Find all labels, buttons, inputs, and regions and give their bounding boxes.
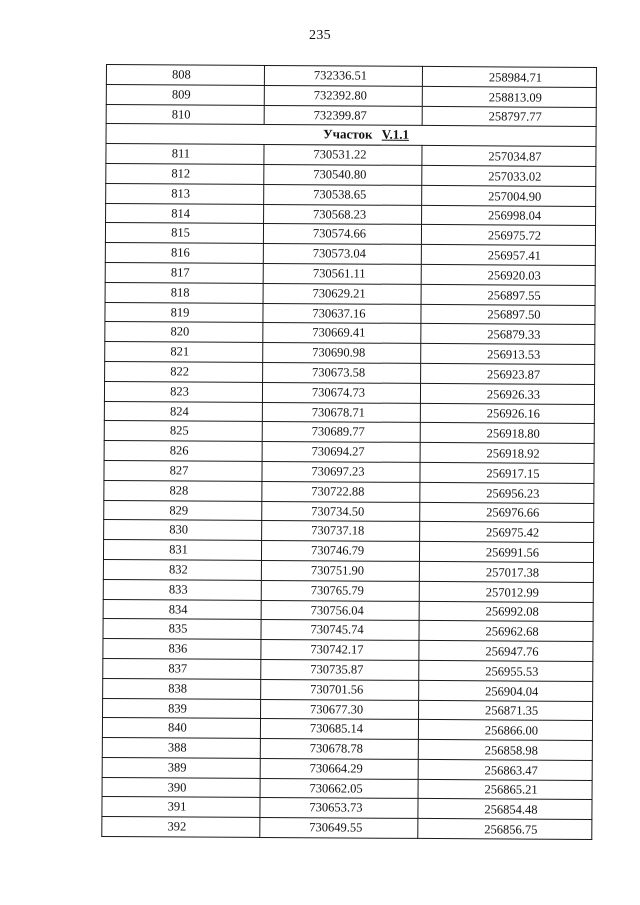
point-number-cell: 828 [104, 480, 262, 501]
x-coordinate-cell: 732392.80 [264, 85, 422, 106]
coordinates-table [101, 64, 597, 840]
x-coordinate-cell: 732336.51 [264, 65, 422, 86]
x-coordinate-cell: 730573.04 [263, 244, 421, 265]
x-coordinate-cell: 730765.79 [261, 580, 419, 601]
y-coordinate-cell: 256926.33 [420, 383, 594, 404]
x-coordinate-cell: 730538.65 [264, 184, 422, 205]
x-coordinate-cell: 730751.90 [261, 560, 419, 581]
x-coordinate-cell: 730737.18 [262, 521, 420, 542]
x-coordinate-cell: 730690.98 [263, 343, 421, 364]
x-coordinate-cell: 730561.11 [263, 263, 421, 284]
x-coordinate-cell: 730756.04 [261, 600, 419, 621]
y-coordinate-cell: 256854.48 [418, 799, 592, 820]
point-number-cell: 832 [103, 559, 261, 580]
x-coordinate-cell: 730637.16 [263, 303, 421, 324]
point-number-cell: 389 [102, 757, 260, 778]
y-coordinate-cell: 256918.92 [420, 443, 594, 464]
x-coordinate-cell: 730662.05 [260, 778, 418, 799]
x-coordinate-cell: 730697.23 [262, 461, 420, 482]
rows-after-section [102, 144, 596, 840]
y-coordinate-cell: 256863.47 [418, 759, 592, 780]
point-number-cell: 815 [105, 223, 263, 244]
x-coordinate-cell: 730742.17 [261, 640, 419, 661]
y-coordinate-cell: 257017.38 [419, 561, 593, 582]
y-coordinate-cell: 257033.02 [422, 165, 596, 186]
y-coordinate-cell: 256920.03 [421, 264, 595, 285]
point-number-cell: 836 [103, 639, 261, 660]
y-coordinate-cell: 256871.35 [419, 700, 593, 721]
y-coordinate-cell: 256879.33 [421, 324, 595, 345]
y-coordinate-cell: 256957.41 [421, 245, 595, 266]
y-coordinate-cell: 256866.00 [418, 720, 592, 741]
y-coordinate-cell: 256975.42 [420, 522, 594, 543]
x-coordinate-cell: 730629.21 [263, 283, 421, 304]
y-coordinate-cell: 258984.71 [422, 66, 596, 87]
x-coordinate-cell: 730678.78 [260, 739, 418, 760]
point-number-cell: 816 [105, 243, 263, 264]
x-coordinate-cell: 730540.80 [264, 164, 422, 185]
x-coordinate-cell: 730722.88 [262, 481, 420, 502]
x-coordinate-cell: 730574.66 [263, 224, 421, 245]
y-coordinate-cell: 256926.16 [420, 403, 594, 424]
y-coordinate-cell: 256923.87 [421, 363, 595, 384]
y-coordinate-cell: 256962.68 [419, 621, 593, 642]
section-id: V.1.1 [381, 127, 410, 143]
x-coordinate-cell: 730745.74 [261, 620, 419, 641]
point-number-cell: 391 [102, 797, 260, 818]
point-number-cell: 825 [104, 421, 262, 442]
point-number-cell: 809 [106, 84, 264, 105]
x-coordinate-cell: 730685.14 [260, 719, 418, 740]
point-number-cell: 826 [104, 441, 262, 462]
x-coordinate-cell: 730734.50 [262, 501, 420, 522]
x-coordinate-cell: 730649.55 [260, 818, 418, 839]
y-coordinate-cell: 256918.80 [420, 423, 594, 444]
y-coordinate-cell: 258813.09 [422, 86, 596, 107]
point-number-cell: 837 [103, 658, 261, 679]
point-number-cell: 831 [103, 540, 261, 561]
point-number-cell: 827 [104, 460, 262, 481]
y-coordinate-cell: 258797.77 [422, 106, 596, 127]
point-number-cell: 839 [103, 698, 261, 719]
y-coordinate-cell: 256897.55 [421, 284, 595, 305]
point-number-cell: 818 [105, 282, 263, 303]
point-number-cell: 819 [105, 302, 263, 323]
y-coordinate-cell: 256856.75 [418, 819, 592, 840]
point-number-cell: 811 [106, 144, 264, 165]
x-coordinate-cell: 730664.29 [260, 758, 418, 779]
point-number-cell: 820 [105, 322, 263, 343]
point-number-cell: 813 [106, 183, 264, 204]
point-number-cell: 830 [104, 520, 262, 541]
point-number-cell: 840 [102, 718, 260, 739]
point-number-cell: 834 [103, 599, 261, 620]
point-number-cell: 838 [103, 678, 261, 699]
point-number-cell: 814 [106, 203, 264, 224]
x-coordinate-cell: 730694.27 [262, 442, 420, 463]
x-coordinate-cell: 730673.58 [263, 362, 421, 383]
y-coordinate-cell: 256991.56 [419, 542, 593, 563]
point-number-cell: 833 [103, 579, 261, 600]
point-number-cell: 824 [104, 401, 262, 422]
page-number: 235 [309, 28, 331, 43]
rows-before-section [106, 65, 596, 127]
x-coordinate-cell: 730746.79 [261, 541, 419, 562]
y-coordinate-cell: 256955.53 [419, 660, 593, 681]
y-coordinate-cell: 256858.98 [418, 740, 592, 761]
point-number-cell: 812 [106, 163, 264, 184]
x-coordinate-cell: 730701.56 [261, 679, 419, 700]
point-number-cell: 822 [105, 361, 263, 382]
point-number-cell: 823 [104, 381, 262, 402]
point-number-cell: 388 [102, 738, 260, 759]
point-number-cell: 817 [105, 262, 263, 283]
y-coordinate-cell: 256865.21 [418, 779, 592, 800]
y-coordinate-cell: 257004.90 [422, 185, 596, 206]
y-coordinate-cell: 256956.23 [420, 482, 594, 503]
point-number-cell: 392 [102, 817, 260, 838]
y-coordinate-cell: 256992.08 [419, 601, 593, 622]
x-coordinate-cell: 730689.77 [262, 422, 420, 443]
y-coordinate-cell: 256975.72 [421, 225, 595, 246]
y-coordinate-cell: 256897.50 [421, 304, 595, 325]
x-coordinate-cell: 732399.87 [264, 105, 422, 126]
point-number-cell: 835 [103, 619, 261, 640]
y-coordinate-cell: 256998.04 [422, 205, 596, 226]
x-coordinate-cell: 730678.71 [262, 402, 420, 423]
point-number-cell: 808 [106, 65, 264, 86]
x-coordinate-cell: 730653.73 [260, 798, 418, 819]
x-coordinate-cell: 730531.22 [264, 145, 422, 166]
y-coordinate-cell: 256913.53 [421, 344, 595, 365]
x-coordinate-cell: 730677.30 [261, 699, 419, 720]
y-coordinate-cell: 256976.66 [420, 502, 594, 523]
point-number-cell: 829 [104, 500, 262, 521]
y-coordinate-cell: 257034.87 [422, 146, 596, 167]
x-coordinate-cell: 730674.73 [262, 382, 420, 403]
x-coordinate-cell: 730735.87 [261, 659, 419, 680]
y-coordinate-cell: 257012.99 [419, 581, 593, 602]
section-label: Участок [323, 126, 373, 143]
table-row [102, 817, 592, 840]
point-number-cell: 821 [105, 342, 263, 363]
y-coordinate-cell: 256917.15 [420, 462, 594, 483]
point-number-cell: 390 [102, 777, 260, 798]
y-coordinate-cell: 256947.76 [419, 641, 593, 662]
point-number-cell: 810 [106, 104, 264, 125]
x-coordinate-cell: 730669.41 [263, 323, 421, 344]
x-coordinate-cell: 730568.23 [264, 204, 422, 225]
y-coordinate-cell: 256904.04 [419, 680, 593, 701]
